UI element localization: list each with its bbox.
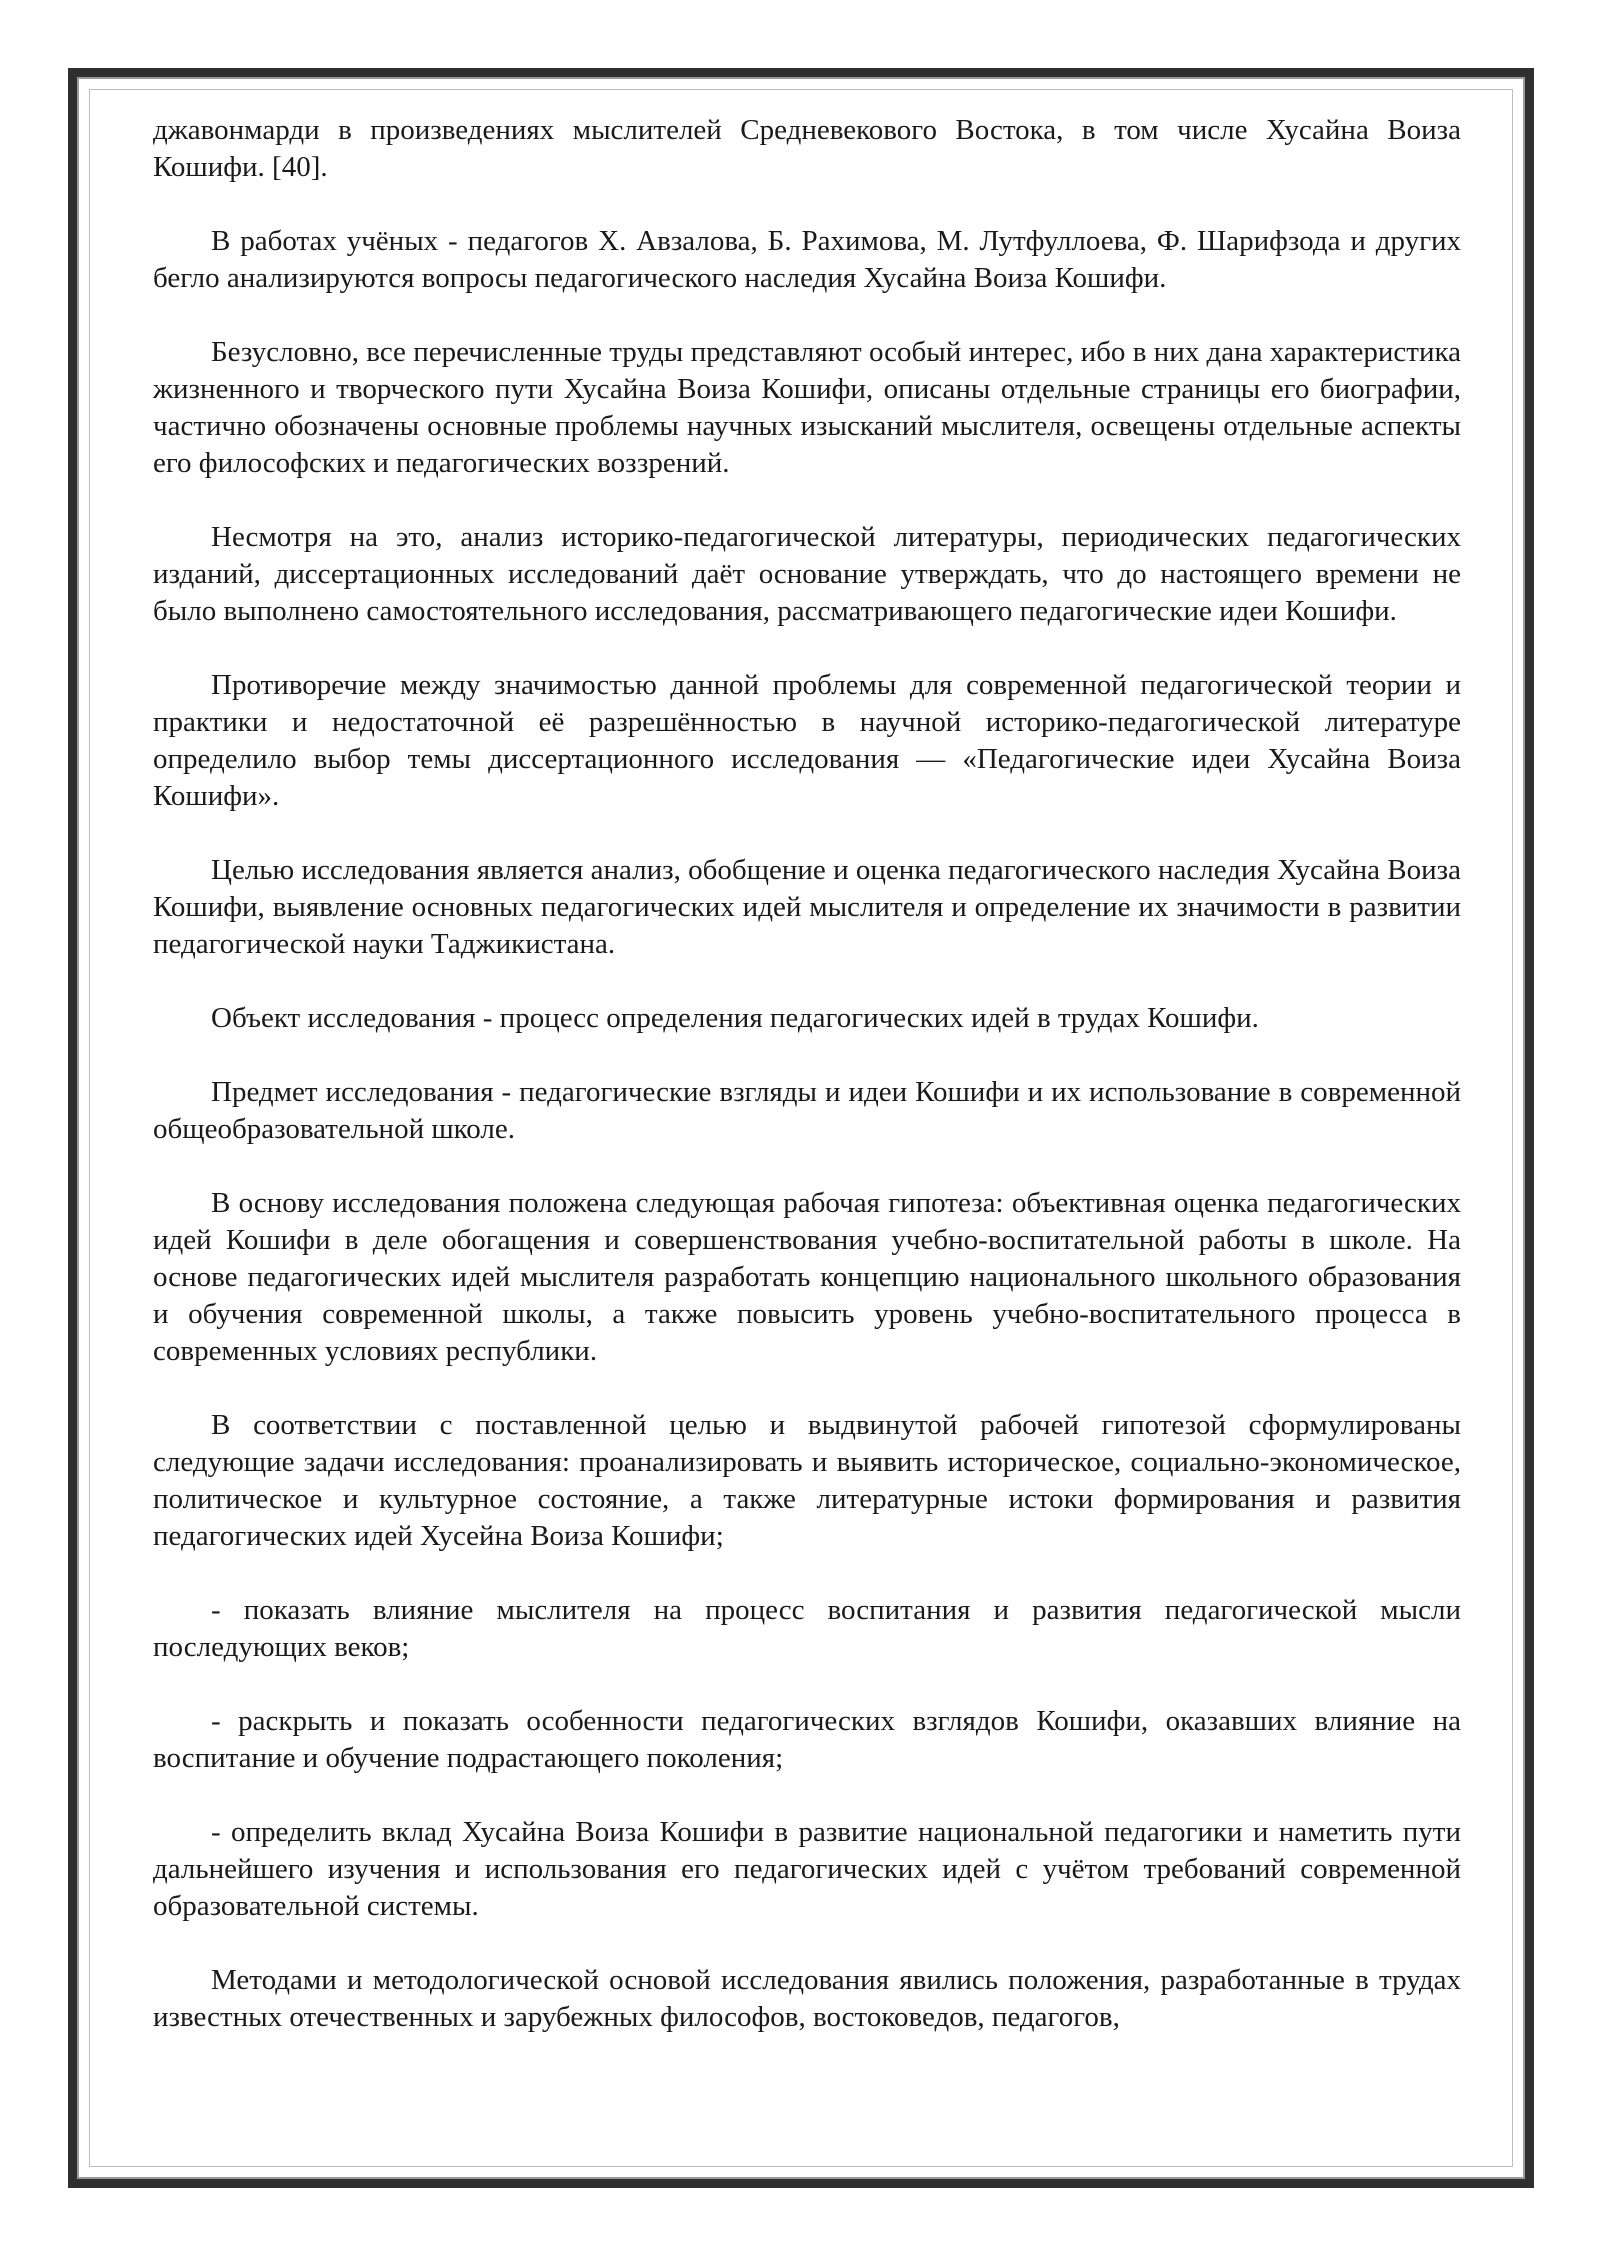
paragraph-research-subject: Предмет исследования - педагогические взгляды и идеи Кошифи и их использование в современной общеобразовательной школе. — [153, 1076, 1461, 1145]
paragraph-research-goal: Целью исследования является анализ, обобщение и оценка педагогического наследия Хусайна Воиза Кошифи, выявление основных педагогических идей мыслителя и определение их значимости в развитии педагогической науки Таджикистана. — [153, 854, 1461, 960]
paragraph-hypothesis: В основу исследования положена следующая рабочая гипотеза: объективная оценка педагогических идей Кошифи в деле обогащения и совершенствования учебно-воспитательной работы в школе. На основе педагогических идей мыслителя разработать концепцию национального школьного образования и обучения современной школы, а также повысить уровень учебно-воспитательного процесса в современных условиях республики. — [153, 1187, 1461, 1367]
list-item-task-influence: - показать влияние мыслителя на процесс воспитания и развития педагогической мысли последующих веков; — [153, 1594, 1461, 1663]
paragraph-research-object: Объект исследования - процесс определения педагогических идей в трудах Кошифи. — [211, 1002, 1259, 1034]
list-item-task-contribution: - определить вклад Хусайна Воиза Кошифи в развитие национальной педагогики и наметить пути дальнейшего изучения и использования его педагогических идей с учётом требований современной образовательной системы. — [153, 1816, 1461, 1922]
paragraph-works-interest: Безусловно, все перечисленные труды представляют особый интерес, ибо в них дана характеристика жизненного и творческого пути Хусайна Воиза Кошифи, описаны отдельные страницы его биографии, частично обозначены основные проблемы научных изысканий мыслителя, освещены отдельные аспекты его философских и педагогических воззрений. — [153, 336, 1461, 479]
paragraph-methods: Методами и методологической основой исследования явились положения, разработанные в трудах известных отечественных и зарубежных философов, востоковедов, педагогов, — [153, 1964, 1461, 2033]
paragraph-continuation: джавонмарди в произведениях мыслителей Средневекового Востока, в том числе Хусайна Воиза Кошифи. [40]. — [153, 114, 1461, 183]
paragraph-educators-works: В работах учёных - педагогов Х. Авзалова, Б. Рахимова, М. Лутфуллоева, Ф. Шарифзода и других бегло анализируются вопросы педагогического наследия Хусайна Воиза Кошифи. — [153, 225, 1461, 294]
paragraph-contradiction: Противоречие между значимостью данной проблемы для современной педагогической теории и практики и недостаточной её разрешённостью в научной историко-педагогической литературе определило выбор темы диссертационного исследования — «Педагогические идеи Хусайна Воиза Кошифи». — [153, 669, 1461, 812]
paragraph-no-research: Несмотря на это, анализ историко-педагогической литературы, периодических педагогических изданий, диссертационных исследований даёт основание утверждать, что до настоящего времени не было выполнено самостоятельного исследования, рассматривающего педагогические идеи Кошифи. — [153, 521, 1461, 627]
list-item-task-views: - раскрыть и показать особенности педагогических взглядов Кошифи, оказавших влияние на воспитание и обучение подрастающего поколения; — [153, 1705, 1461, 1774]
paragraph-tasks: В соответствии с поставленной целью и выдвинутой рабочей гипотезой сформулированы следующие задачи исследования: проанализировать и выявить историческое, социально-экономическое, политическое и культурное состояние, а также литературные истоки формирования и развития педагогических идей Хусейна Воиза Кошифи; — [153, 1409, 1461, 1552]
document-body — [153, 112, 1461, 2073]
